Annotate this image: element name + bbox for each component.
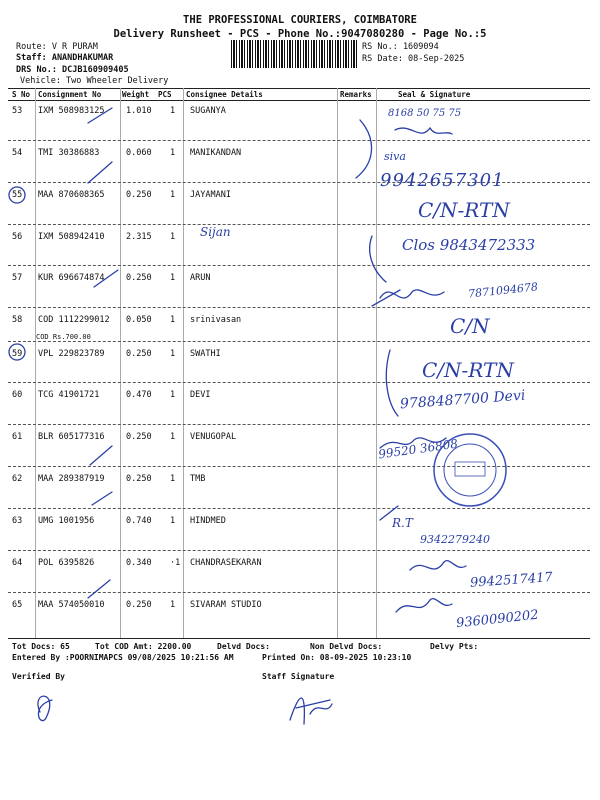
staff-label: Staff: ANANDHAKUMAR — [16, 53, 114, 63]
row-consignment-no: IXM 508942410 — [38, 232, 105, 242]
row-consignment-no: VPL 229823789 — [38, 349, 105, 359]
handwritten-note: Clos 9843472333 — [402, 236, 536, 254]
row-consignment-no: COD 1112299012 — [38, 315, 110, 325]
row-pcs: 1 — [170, 516, 176, 526]
row-weight: 0.250 — [126, 273, 152, 283]
row-weight: 0.470 — [126, 390, 152, 400]
row-circle-mark — [9, 187, 25, 203]
row-consignee: MANIKANDAN — [190, 148, 242, 158]
handwritten-note: 8168 50 75 75 — [388, 108, 462, 119]
col-consignment: Consignment No — [38, 90, 102, 99]
col-weight: Weight — [122, 90, 150, 99]
remark-stroke — [356, 120, 372, 178]
row-circle-mark — [9, 344, 25, 360]
row-sno: 60 — [12, 390, 23, 400]
route-label: Route: V R PURAM — [16, 42, 98, 52]
tick-mark — [88, 580, 110, 598]
handwritten-note: 99520 36808 — [377, 436, 459, 462]
tick-mark — [88, 108, 112, 123]
row-consignee: VENUGOPAL — [190, 432, 237, 442]
drs-number: DRS No.: DCJB160909405 — [16, 65, 129, 75]
row-sno: 62 — [12, 474, 23, 484]
total-cod-amount: Tot COD Amt: 2200.00 — [95, 642, 192, 651]
row-pcs: 1 — [170, 315, 176, 325]
row-pcs: 1 — [170, 232, 176, 242]
signature-scribble — [395, 128, 452, 134]
row-weight: 0.060 — [126, 148, 152, 158]
verifier-signature — [38, 696, 52, 720]
tick-mark — [90, 446, 112, 465]
row-sno: 54 — [12, 148, 23, 158]
row-weight: 0.250 — [126, 432, 152, 442]
row-sno: 64 — [12, 558, 23, 568]
row-consignee: ARUN — [190, 273, 211, 283]
row-consignment-no: MAA 870608365 — [38, 190, 105, 200]
handwritten-note: C/N-RTN — [418, 198, 510, 222]
row-sno: 61 — [12, 432, 23, 442]
row-pcs: 1 — [170, 349, 176, 359]
handwritten-note: R.T — [392, 516, 413, 530]
row-sno: 65 — [12, 600, 23, 610]
signature-scribble — [380, 438, 446, 448]
delivery-points: Delvy Pts: — [430, 642, 479, 651]
row-weight: 0.740 — [126, 516, 152, 526]
row-pcs: 1 — [170, 273, 176, 283]
handwritten-note: C/N-RTN — [422, 358, 514, 382]
handwritten-note: C/N — [450, 314, 490, 338]
col-remarks: Remarks — [340, 90, 372, 99]
col-sno: S No — [12, 90, 31, 99]
handwritten-note: Sijan — [200, 225, 231, 239]
row-weight: 2.315 — [126, 232, 152, 242]
row-consignment-no: KUR 696674874 — [38, 273, 105, 283]
row-consignment-no: BLR 605177316 — [38, 432, 105, 442]
remark-stroke — [386, 350, 398, 416]
signature-scribble — [396, 599, 452, 612]
handwritten-note: 9342279240 — [420, 533, 490, 546]
row-sno: 58 — [12, 315, 23, 325]
delivered-docs: Delvd Docs: — [217, 642, 270, 651]
row-consignee: srinivasan — [190, 315, 242, 325]
tick-mark — [94, 270, 118, 287]
entered-by: Entered By :POORNIMAPCS 09/08/2025 10:21:56 AM — [12, 653, 234, 662]
row-consignee: CHANDRASEKARAN — [190, 558, 262, 568]
row-pcs: 1 — [170, 474, 176, 484]
tick-mark — [88, 162, 112, 183]
row-consignee: JAYAMANI — [190, 190, 231, 200]
col-seal-signature: Seal & Signature — [398, 90, 471, 99]
remark-stroke — [380, 506, 398, 520]
runsheet-subtitle: Delivery Runsheet - PCS - Phone No.:9047080280 - Page No.:5 — [113, 28, 487, 40]
printed-on: Printed On: 08-09-2025 10:23:10 — [262, 653, 412, 662]
row-consignment-no: TCG 41901721 — [38, 390, 100, 400]
row-pcs: 1 — [170, 148, 176, 158]
staff-signature-label: Staff Signature — [262, 672, 335, 681]
handwritten-note: 7871094678 — [467, 280, 539, 301]
col-consignee: Consignee Details — [186, 90, 263, 99]
rs-number: RS No.: 1609094 — [362, 42, 439, 52]
row-sno: 55 — [12, 190, 23, 200]
row-consignment-no: POL 6395826 — [38, 558, 95, 568]
row-consignee: SUGANYA — [190, 106, 226, 116]
row-pcs: 1 — [170, 106, 176, 116]
row-weight: 0.250 — [126, 190, 152, 200]
row-consignee: SIVARAM STUDIO — [190, 600, 262, 610]
non-delivered-docs: Non Delvd Docs: — [310, 642, 383, 651]
handwritten-note: 9788487700 Devi — [399, 387, 526, 413]
row-weight: 0.250 — [126, 600, 152, 610]
row-consignee: DEVI — [190, 390, 211, 400]
tick-mark — [92, 492, 112, 505]
row-consignee: TMB — [190, 474, 206, 484]
remark-stroke — [370, 236, 386, 282]
verified-by-label: Verified By — [12, 672, 65, 681]
cod-amount-note: COD Rs.700.00 — [36, 333, 91, 341]
row-pcs: 1 — [170, 432, 176, 442]
row-sno: 56 — [12, 232, 23, 242]
company-title: THE PROFESSIONAL COURIERS, COIMBATORE — [183, 14, 417, 26]
signature-scribble — [380, 290, 444, 298]
row-consignment-no: MAA 574050010 — [38, 600, 105, 610]
signature-scribble — [410, 561, 466, 570]
row-sno: 59 — [12, 349, 23, 359]
total-docs: Tot Docs: 65 — [12, 642, 70, 651]
row-sno: 63 — [12, 516, 23, 526]
row-pcs: 1 — [170, 390, 176, 400]
vehicle-label: Vehicle: Two Wheeler Delivery — [20, 76, 169, 86]
row-consignee: SWATHI — [190, 349, 221, 359]
row-weight: 0.340 — [126, 558, 152, 568]
company-stamp — [434, 434, 506, 506]
row-consignment-no: MAA 289387919 — [38, 474, 105, 484]
row-pcs: ·1 — [170, 558, 181, 568]
row-pcs: 1 — [170, 190, 176, 200]
handwritten-note: siva — [384, 150, 406, 163]
staff-signature — [290, 698, 332, 724]
row-consignment-no: UMG 1001956 — [38, 516, 95, 526]
rs-date: RS Date: 08-Sep-2025 — [362, 54, 465, 64]
col-pcs: PCS — [158, 90, 172, 99]
row-consignment-no: IXM 508983125 — [38, 106, 105, 116]
handwritten-note: 9360090202 — [455, 607, 540, 632]
row-sno: 57 — [12, 273, 23, 283]
row-pcs: 1 — [170, 600, 176, 610]
row-weight: 0.250 — [126, 474, 152, 484]
row-weight: 0.050 — [126, 315, 152, 325]
row-sno: 53 — [12, 106, 23, 116]
handwritten-note: 9942657301 — [380, 170, 505, 191]
row-consignment-no: TMI 30386883 — [38, 148, 100, 158]
row-consignee: HINDMED — [190, 516, 226, 526]
row-weight: 0.250 — [126, 349, 152, 359]
handwritten-note: 9942517417 — [469, 570, 554, 591]
row-weight: 1.010 — [126, 106, 152, 116]
